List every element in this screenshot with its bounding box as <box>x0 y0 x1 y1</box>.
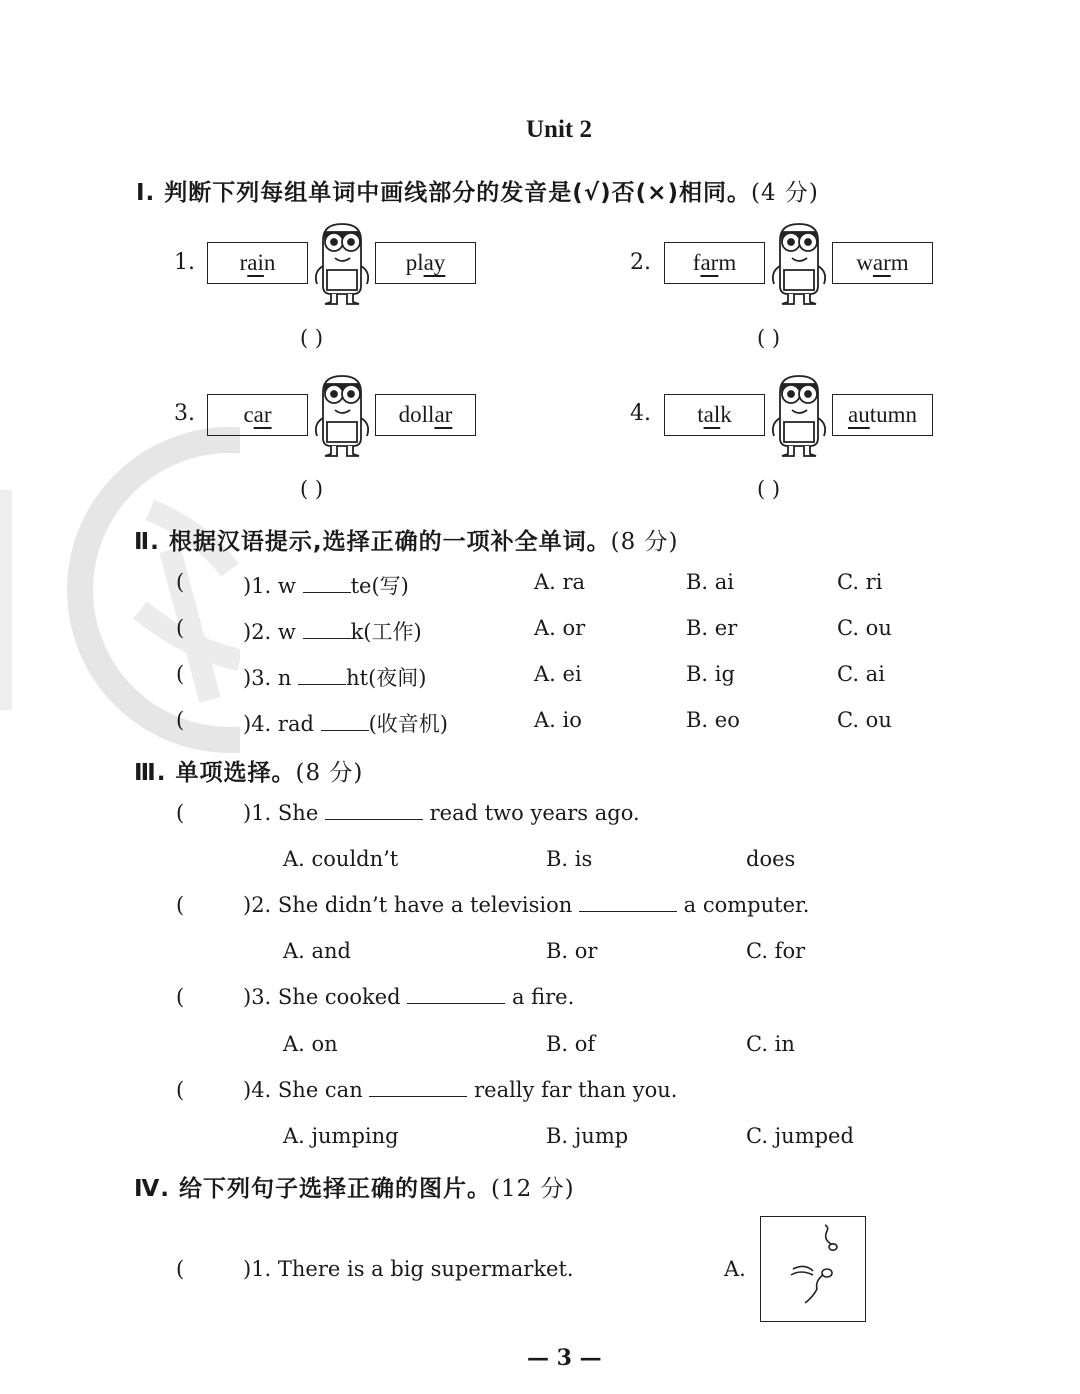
s3-q4-question: )4. She can really far than you. <box>243 1078 678 1102</box>
s3-q3-option-c: C. in <box>746 1032 795 1056</box>
minion-icon <box>766 372 832 460</box>
s4-option-a-picture[interactable] <box>760 1216 866 1322</box>
s2-q4-option-a: A. io <box>534 708 582 732</box>
s3-q1-option-a: A. couldn’t <box>283 847 399 871</box>
s3-q2-option-a: A. and <box>283 939 352 963</box>
section1-heading <box>136 174 819 207</box>
s1-item4-word2: au tumn <box>832 394 933 436</box>
s1-item2-word1: f ar m <box>664 242 765 284</box>
s4-q1-option-a-label: A. <box>724 1257 746 1281</box>
s3-q4-option-a: A. jumping <box>283 1124 399 1148</box>
s2-q4-paren[interactable]: ( <box>176 708 185 732</box>
page-number: — 3 — <box>527 1345 602 1371</box>
s3-q3-paren[interactable]: ( <box>176 985 185 1009</box>
s3-q2-option-c: C. for <box>746 939 806 963</box>
s3-q1-question: )1. She read two years ago. <box>243 801 640 825</box>
s3-q4-option-c: C. jumped <box>746 1124 854 1148</box>
s2-q3-option-b: B. ig <box>686 662 735 686</box>
s1-item2-word2: w ar m <box>832 242 933 284</box>
s2-q2-question: )2. w k(工作) <box>243 620 422 644</box>
s3-q3-option-a: A. on <box>283 1032 338 1056</box>
section2-heading <box>134 523 679 556</box>
s1-item1-word1: r ai n <box>207 242 308 284</box>
section1-points: (4 分) <box>750 180 819 206</box>
s2-q2-option-c: C. ou <box>837 616 892 640</box>
minion-icon <box>309 372 375 460</box>
s2-q2-paren[interactable]: ( <box>176 616 185 640</box>
s3-q2-question: )2. She didn’t have a television a computer. <box>243 893 810 917</box>
s2-q4-option-b: B. eo <box>686 708 740 732</box>
s2-q4-option-c: C. ou <box>837 708 892 732</box>
s3-q2-paren[interactable]: ( <box>176 893 185 917</box>
s4-q1-paren[interactable]: ( <box>176 1257 185 1281</box>
s1-item1-word2: pl ay <box>375 242 476 284</box>
s2-q3-option-c: C. ai <box>837 662 885 686</box>
s3-q4-option-b: B. jump <box>546 1124 629 1148</box>
s1-item4-answer-paren[interactable]: ( ) <box>757 477 781 501</box>
minion-icon <box>766 220 832 308</box>
s3-q3-option-b: B. of <box>546 1032 596 1056</box>
minion-icon <box>309 220 375 308</box>
section2-points: (8 分) <box>610 529 679 555</box>
s2-q2-option-b: B. er <box>686 616 738 640</box>
page-title: Unit 2 <box>526 116 592 143</box>
tadpoles-icon <box>761 1217 864 1320</box>
s1-item2-answer-paren[interactable]: ( ) <box>757 326 781 350</box>
section4-heading-text: Ⅳ. 给下列句子选择正确的图片。 <box>134 1176 492 1202</box>
section4-heading <box>134 1170 575 1203</box>
section3-heading <box>134 754 363 787</box>
s1-item4-number: 4. <box>630 401 651 426</box>
section1-heading-text: Ⅰ. 判断下列每组单词中画线部分的发音是(√)否(×)相同。 <box>136 180 751 206</box>
s1-item1-number: 1. <box>174 250 195 275</box>
s1-item4-word1: t al k <box>664 394 765 436</box>
section3-points: (8 分) <box>295 760 364 786</box>
s1-item3-word2: doll ar <box>375 394 476 436</box>
s2-q1-question: )1. w te(写) <box>243 574 409 598</box>
section2-heading-text: Ⅱ. 根据汉语提示,选择正确的一项补全单词。 <box>134 529 611 555</box>
s2-q3-question: )3. n ht(夜间) <box>243 666 427 690</box>
s2-q1-option-c: C. ri <box>837 570 883 594</box>
s3-q1-paren[interactable]: ( <box>176 801 185 825</box>
s1-item3-number: 3. <box>174 401 195 426</box>
s3-q4-paren[interactable]: ( <box>176 1078 185 1102</box>
s2-q2-option-a: A. or <box>534 616 586 640</box>
s2-q4-question: )4. rad (收音机) <box>243 712 448 736</box>
s3-q1-option-c: does <box>746 847 796 871</box>
s3-q2-option-b: B. or <box>546 939 598 963</box>
watermark-seal <box>0 420 240 760</box>
s2-q1-paren[interactable]: ( <box>176 570 185 594</box>
s2-q3-option-a: A. ei <box>534 662 582 686</box>
s4-q1-question: )1. There is a big supermarket. <box>243 1257 574 1281</box>
s1-item3-answer-paren[interactable]: ( ) <box>300 477 324 501</box>
section4-points: (12 分) <box>491 1176 575 1202</box>
s2-q3-paren[interactable]: ( <box>176 662 185 686</box>
s3-q1-option-b: B. is <box>546 847 593 871</box>
s2-q1-option-b: B. ai <box>686 570 735 594</box>
s2-q1-option-a: A. ra <box>534 570 586 594</box>
s1-item2-number: 2. <box>630 250 651 275</box>
section3-heading-text: Ⅲ. 单项选择。 <box>134 760 296 786</box>
s3-q3-question: )3. She cooked a fire. <box>243 985 575 1009</box>
s1-item1-answer-paren[interactable]: ( ) <box>300 326 324 350</box>
s1-item3-word1: c ar <box>207 394 308 436</box>
